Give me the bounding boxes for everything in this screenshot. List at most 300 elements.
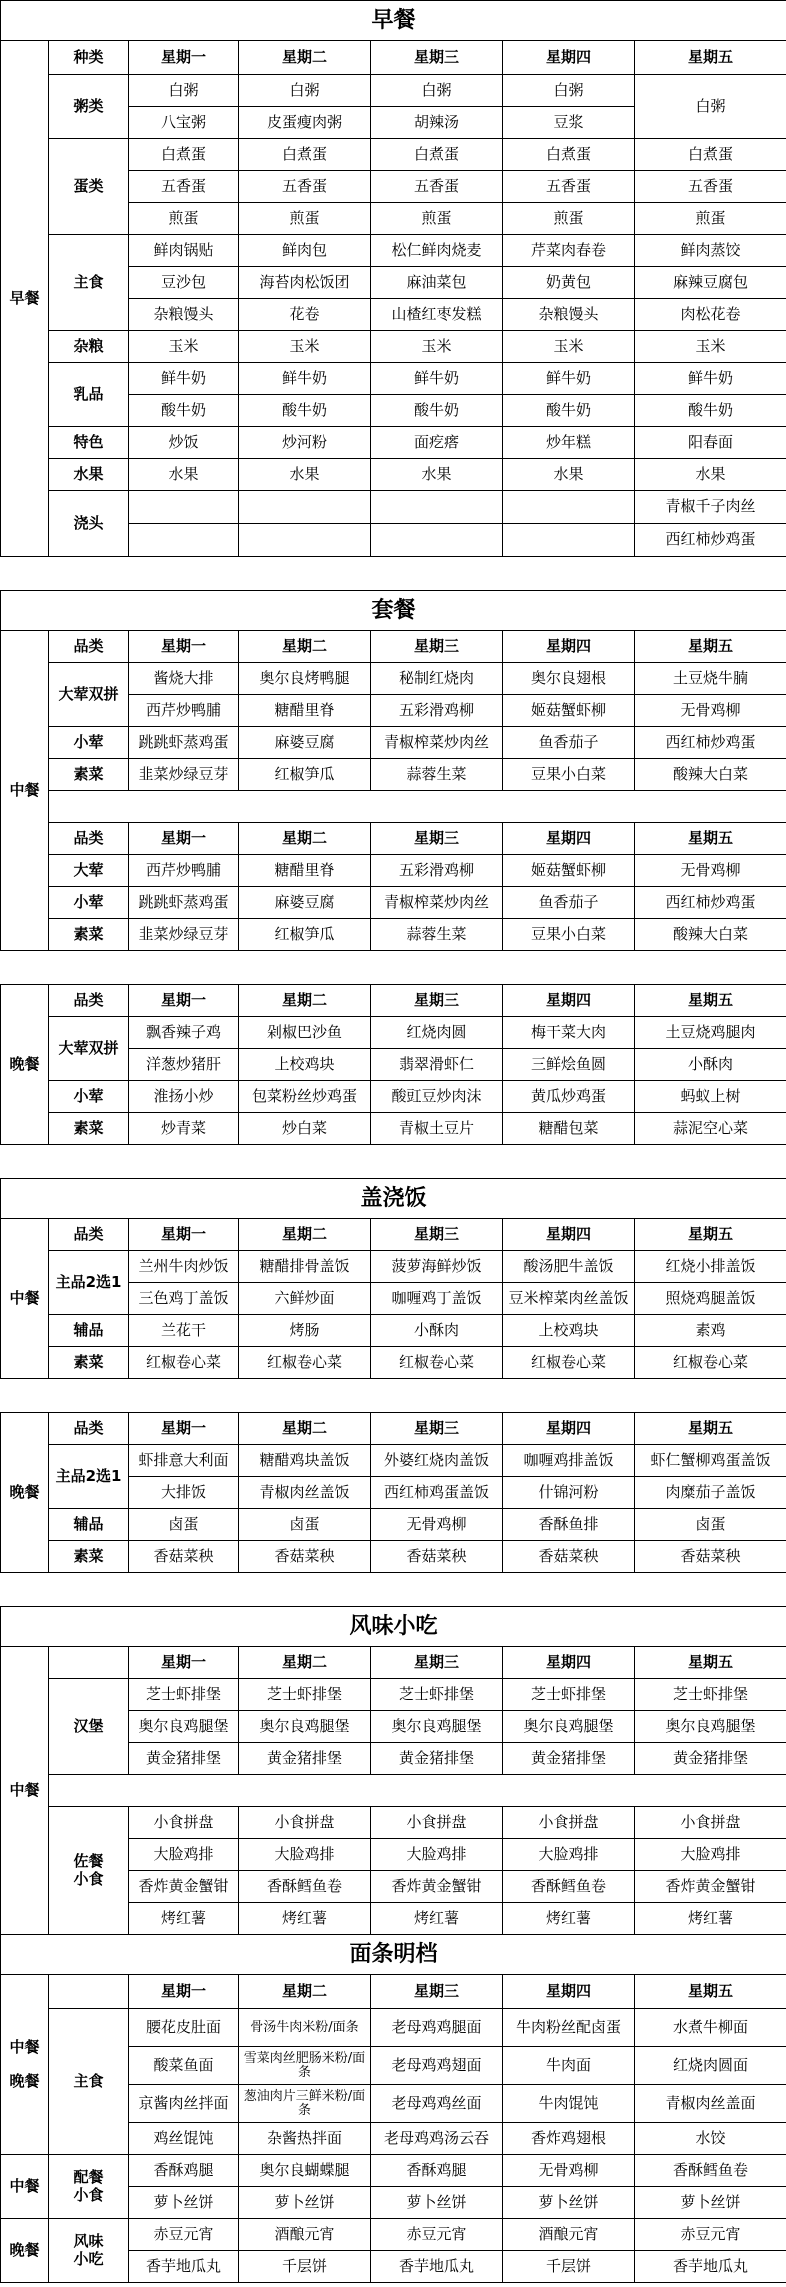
menu-item: 无骨鸡柳 <box>635 855 786 887</box>
menu-item: 酸豇豆炒肉沫 <box>371 1081 503 1113</box>
menu-item <box>239 491 371 524</box>
table-row <box>1 1251 786 1283</box>
menu-item <box>239 524 371 557</box>
menu-item: 外婆红烧肉盖饭 <box>371 1445 503 1477</box>
table-row <box>1 1775 786 1807</box>
menu-item: 大脸鸡排 <box>371 1839 503 1871</box>
category-label: 蛋类 <box>49 139 129 235</box>
menu-item: 白煮蛋 <box>635 139 786 171</box>
menu-item: 煎蛋 <box>635 203 786 235</box>
menu-item: 白粥 <box>371 75 503 107</box>
menu-item: 肉松花卷 <box>635 299 786 331</box>
menu-item: 海苔肉松饭团 <box>239 267 371 299</box>
table-row <box>1 491 786 524</box>
table-row <box>1 591 786 631</box>
menu-item: 千层饼 <box>239 2251 371 2283</box>
menu-item: 豆果小白菜 <box>503 759 635 791</box>
section-title: 面条明档 <box>1 1935 786 1975</box>
menu-item: 小食拼盘 <box>129 1807 239 1839</box>
menu-item: 芝士虾排堡 <box>635 1679 786 1711</box>
header-day: 星期五 <box>635 631 786 663</box>
menu-item: 白煮蛋 <box>129 139 239 171</box>
table-row <box>1 759 786 791</box>
menu-item: 萝卜丝饼 <box>635 2187 786 2219</box>
header-day: 星期二 <box>239 823 371 855</box>
menu-item: 红烧肉圆面 <box>635 2047 786 2085</box>
menu-item: 西红柿炒鸡蛋 <box>635 887 786 919</box>
menu-item: 小食拼盘 <box>503 1807 635 1839</box>
table-row <box>1 2219 786 2251</box>
menu-item: 白粥 <box>129 75 239 107</box>
category-label: 杂粮 <box>49 331 129 363</box>
header-day: 星期五 <box>635 1413 786 1445</box>
table-row <box>1 1807 786 1839</box>
menu-item: 奥尔良鸡腿堡 <box>503 1711 635 1743</box>
table-row <box>1 1573 786 1607</box>
menu-item: 鲜牛奶 <box>371 363 503 395</box>
menu-item: 奥尔良鸡腿堡 <box>371 1711 503 1743</box>
menu-item: 五香蛋 <box>371 171 503 203</box>
menu-item: 煎蛋 <box>239 203 371 235</box>
menu-item: 糖醋里脊 <box>239 855 371 887</box>
header-day: 星期三 <box>371 1975 503 2009</box>
menu-item: 飘香辣子鸡 <box>129 1017 239 1049</box>
menu-item: 土豆烧鸡腿肉 <box>635 1017 786 1049</box>
menu-item: 烤红薯 <box>239 1903 371 1935</box>
menu-item: 豆果小白菜 <box>503 919 635 951</box>
menu-item: 水果 <box>129 459 239 491</box>
header-day: 星期一 <box>129 985 239 1017</box>
menu-item: 韭菜炒绿豆芽 <box>129 759 239 791</box>
menu-item: 杂粮馒头 <box>129 299 239 331</box>
menu-item: 松仁鲜肉烧麦 <box>371 235 503 267</box>
table-row <box>1 1445 786 1477</box>
category-label: 辅品 <box>49 1509 129 1541</box>
menu-item: 鲜牛奶 <box>129 363 239 395</box>
menu-item: 西芹炒鸭脯 <box>129 855 239 887</box>
menu-item: 糖醋排骨盖饭 <box>239 1251 371 1283</box>
menu-item: 香芋地瓜丸 <box>371 2251 503 2283</box>
menu-item: 八宝粥 <box>129 107 239 139</box>
menu-item: 香炸鸡翅根 <box>503 2123 635 2155</box>
menu-item: 鲜牛奶 <box>503 363 635 395</box>
category-label: 主食 <box>49 235 129 331</box>
header-day: 星期三 <box>371 823 503 855</box>
menu-item: 香芋地瓜丸 <box>129 2251 239 2283</box>
category-label: 特色 <box>49 427 129 459</box>
menu-item: 酱烧大排 <box>129 663 239 695</box>
table-row <box>1 823 786 855</box>
menu-item: 酸辣大白菜 <box>635 919 786 951</box>
menu-item: 跳跳虾蒸鸡蛋 <box>129 887 239 919</box>
menu-item: 上校鸡块 <box>503 1315 635 1347</box>
menu-item: 五彩滑鸡柳 <box>371 855 503 887</box>
header-day: 星期三 <box>371 1647 503 1679</box>
menu-item: 水果 <box>239 459 371 491</box>
menu-item: 萝卜丝饼 <box>129 2187 239 2219</box>
menu-item: 香菇菜秧 <box>635 1541 786 1573</box>
menu-item: 葱油肉片三鲜米粉/面条 <box>239 2085 371 2123</box>
header-day: 星期一 <box>129 1219 239 1251</box>
header-day: 星期一 <box>129 823 239 855</box>
spacer-row <box>1 1145 786 1179</box>
menu-item: 炒饭 <box>129 427 239 459</box>
menu-item: 烤红薯 <box>371 1903 503 1935</box>
menu-item: 玉米 <box>371 331 503 363</box>
menu-item: 煎蛋 <box>129 203 239 235</box>
table-row <box>1 1975 786 2009</box>
menu-item: 咖喱鸡排盖饭 <box>503 1445 635 1477</box>
spacer-row <box>1 1573 786 1607</box>
menu-item: 咖喱鸡丁盖饭 <box>371 1283 503 1315</box>
menu-item: 五香蛋 <box>239 171 371 203</box>
table-row <box>1 2155 786 2187</box>
menu-item: 小食拼盘 <box>239 1807 371 1839</box>
header-day: 星期二 <box>239 631 371 663</box>
header-day: 星期三 <box>371 631 503 663</box>
menu-item: 香菇菜秧 <box>371 1541 503 1573</box>
category-label: 主食 <box>49 2009 129 2155</box>
spacer-row <box>1 557 786 591</box>
table-row <box>1 557 786 591</box>
meal-label: 中餐 <box>1 631 49 951</box>
meal-label-dinner: 晚餐 <box>9 2072 40 2091</box>
menu-item: 雪菜肉丝肥肠米粉/面条 <box>239 2047 371 2085</box>
menu-item: 大脸鸡排 <box>239 1839 371 1871</box>
menu-item: 三鲜烩鱼圆 <box>503 1049 635 1081</box>
table-row <box>1 1541 786 1573</box>
header-day: 星期四 <box>503 1647 635 1679</box>
table-row <box>1 1379 786 1413</box>
menu-item: 白煮蛋 <box>239 139 371 171</box>
menu-item: 糖醋里脊 <box>239 695 371 727</box>
header-day: 星期一 <box>129 1413 239 1445</box>
menu-item: 豆沙包 <box>129 267 239 299</box>
menu-item: 红椒卷心菜 <box>239 1347 371 1379</box>
menu-item: 虾排意大利面 <box>129 1445 239 1477</box>
table-row <box>1 1219 786 1251</box>
menu-item: 小食拼盘 <box>371 1807 503 1839</box>
menu-item: 酸牛奶 <box>371 395 503 427</box>
menu-item: 芝士虾排堡 <box>371 1679 503 1711</box>
menu-item: 炒白菜 <box>239 1113 371 1145</box>
menu-item: 黄金猪排堡 <box>503 1743 635 1775</box>
menu-item: 白粥 <box>239 75 371 107</box>
table-row <box>1 1607 786 1647</box>
category-label: 小荤 <box>49 1081 129 1113</box>
section-title: 风味小吃 <box>1 1607 786 1647</box>
header-category: 种类 <box>49 41 129 75</box>
category-label: 风味 小吃 <box>49 2219 129 2283</box>
menu-item: 香芋地瓜丸 <box>635 2251 786 2283</box>
header-day: 星期二 <box>239 985 371 1017</box>
menu-item: 香酥鳕鱼卷 <box>503 1871 635 1903</box>
menu-item <box>503 491 635 524</box>
menu-item: 剁椒巴沙鱼 <box>239 1017 371 1049</box>
category-label: 素菜 <box>49 759 129 791</box>
menu-item: 赤豆元宵 <box>129 2219 239 2251</box>
menu-item: 老母鸡鸡腿面 <box>371 2009 503 2047</box>
menu-item: 老母鸡鸡翅面 <box>371 2047 503 2085</box>
menu-item: 煎蛋 <box>503 203 635 235</box>
menu-item: 蚂蚁上树 <box>635 1081 786 1113</box>
menu-item: 芹菜肉春卷 <box>503 235 635 267</box>
category-label: 乳品 <box>49 363 129 427</box>
menu-item: 红椒卷心菜 <box>371 1347 503 1379</box>
menu-item: 玉米 <box>635 331 786 363</box>
menu-item <box>371 491 503 524</box>
menu-item: 烤红薯 <box>635 1903 786 1935</box>
menu-item: 红烧小排盖饭 <box>635 1251 786 1283</box>
menu-item: 素鸡 <box>635 1315 786 1347</box>
menu-item: 煎蛋 <box>371 203 503 235</box>
header-day: 星期一 <box>129 1975 239 2009</box>
menu-item: 韭菜炒绿豆芽 <box>129 919 239 951</box>
menu-item: 红椒卷心菜 <box>503 1347 635 1379</box>
table-row <box>1 791 786 823</box>
meal-label: 中餐 <box>1 1647 49 1935</box>
menu-item: 蒜蓉生菜 <box>371 759 503 791</box>
table-row <box>1 1315 786 1347</box>
menu-item: 香菇菜秧 <box>239 1541 371 1573</box>
menu-item: 翡翠滑虾仁 <box>371 1049 503 1081</box>
menu-item: 奥尔良鸡腿堡 <box>635 1711 786 1743</box>
meal-label <box>1 1975 49 2155</box>
header-category <box>49 1975 129 2009</box>
menu-item: 西红柿炒鸡蛋 <box>635 727 786 759</box>
menu-item <box>371 524 503 557</box>
menu-item: 玉米 <box>503 331 635 363</box>
menu-item: 红椒卷心菜 <box>129 1347 239 1379</box>
menu-item: 酒酿元宵 <box>503 2219 635 2251</box>
table-row <box>1 41 786 75</box>
menu-item: 烤红薯 <box>503 1903 635 1935</box>
menu-item: 鲜肉包 <box>239 235 371 267</box>
menu-item: 水煮牛柳面 <box>635 2009 786 2047</box>
menu-item: 萝卜丝饼 <box>239 2187 371 2219</box>
menu-item: 西红柿炒鸡蛋 <box>635 524 786 557</box>
category-label: 素菜 <box>49 919 129 951</box>
menu-item: 麻婆豆腐 <box>239 887 371 919</box>
menu-item: 三色鸡丁盖饭 <box>129 1283 239 1315</box>
menu-item: 奥尔良烤鸭腿 <box>239 663 371 695</box>
menu-item: 鲜牛奶 <box>239 363 371 395</box>
menu-item: 阳春面 <box>635 427 786 459</box>
menu-item: 鱼香茄子 <box>503 727 635 759</box>
category-label: 素菜 <box>49 1541 129 1573</box>
category-label: 粥类 <box>49 75 129 139</box>
table-row <box>1 1179 786 1219</box>
menu-item: 五香蛋 <box>503 171 635 203</box>
menu-item: 面疙瘩 <box>371 427 503 459</box>
menu-item: 青椒榨菜炒肉丝 <box>371 727 503 759</box>
menu-item: 香酥鸡腿 <box>371 2155 503 2187</box>
menu-item: 糖醋鸡块盖饭 <box>239 1445 371 1477</box>
menu-item: 青椒肉丝盖面 <box>635 2085 786 2123</box>
menu-item: 腰花皮肚面 <box>129 2009 239 2047</box>
category-label: 水果 <box>49 459 129 491</box>
menu-item: 牛肉面 <box>503 2047 635 2085</box>
menu-item: 酸汤肥牛盖饭 <box>503 1251 635 1283</box>
table-row <box>1 631 786 663</box>
category-label: 佐餐 小食 <box>49 1807 129 1935</box>
menu-item: 麻辣豆腐包 <box>635 267 786 299</box>
menu-item: 香菇菜秧 <box>503 1541 635 1573</box>
menu-item: 奥尔良蝴蝶腿 <box>239 2155 371 2187</box>
menu-item: 青椒土豆片 <box>371 1113 503 1145</box>
menu-item: 芝士虾排堡 <box>503 1679 635 1711</box>
menu-item: 红椒笋瓜 <box>239 919 371 951</box>
header-day: 星期五 <box>635 41 786 75</box>
menu-item <box>129 524 239 557</box>
menu-item: 白粥 <box>635 75 786 139</box>
header-day: 星期五 <box>635 1219 786 1251</box>
menu-item: 酸牛奶 <box>635 395 786 427</box>
header-day: 星期三 <box>371 1413 503 1445</box>
menu-item: 奥尔良鸡腿堡 <box>129 1711 239 1743</box>
header-category: 品类 <box>49 631 129 663</box>
menu-item: 香炸黄金蟹钳 <box>129 1871 239 1903</box>
menu-item: 皮蛋瘦肉粥 <box>239 107 371 139</box>
menu-item: 京酱肉丝拌面 <box>129 2085 239 2123</box>
menu-item: 秘制红烧肉 <box>371 663 503 695</box>
category-label: 小荤 <box>49 727 129 759</box>
menu-item: 香酥鳕鱼卷 <box>635 2155 786 2187</box>
menu-item: 香酥鱼排 <box>503 1509 635 1541</box>
header-day: 星期三 <box>371 985 503 1017</box>
section-title: 早餐 <box>1 1 786 41</box>
menu-item: 什锦河粉 <box>503 1477 635 1509</box>
table-row <box>1 1347 786 1379</box>
menu-item: 红烧肉圆 <box>371 1017 503 1049</box>
menu-item: 牛肉粉丝配卤蛋 <box>503 2009 635 2047</box>
menu-item: 老母鸡鸡汤云吞 <box>371 2123 503 2155</box>
spacer-row <box>1 951 786 985</box>
table-row <box>1 1413 786 1445</box>
section-title: 套餐 <box>1 591 786 631</box>
menu-item: 无骨鸡柳 <box>503 2155 635 2187</box>
menu-item: 五香蛋 <box>635 171 786 203</box>
table-row <box>1 855 786 887</box>
menu-item: 白煮蛋 <box>503 139 635 171</box>
menu-item: 赤豆元宵 <box>371 2219 503 2251</box>
menu-item: 土豆烧牛腩 <box>635 663 786 695</box>
table-row <box>1 1 786 41</box>
menu-item: 水果 <box>503 459 635 491</box>
menu-item: 玉米 <box>239 331 371 363</box>
menu-item: 香酥鸡腿 <box>129 2155 239 2187</box>
menu-item: 蒜蓉生菜 <box>371 919 503 951</box>
table-row <box>1 363 786 395</box>
menu-item: 跳跳虾蒸鸡蛋 <box>129 727 239 759</box>
spacer-cell <box>49 1775 786 1807</box>
menu-item: 酒酿元宵 <box>239 2219 371 2251</box>
menu-item: 鲜肉锅贴 <box>129 235 239 267</box>
menu-item: 卤蛋 <box>129 1509 239 1541</box>
menu-item: 大排饭 <box>129 1477 239 1509</box>
menu-item: 五彩滑鸡柳 <box>371 695 503 727</box>
menu-item: 酸牛奶 <box>239 395 371 427</box>
menu-item: 大脸鸡排 <box>503 1839 635 1871</box>
table-row <box>1 139 786 171</box>
menu-item: 水饺 <box>635 2123 786 2155</box>
menu-item: 奥尔良翅根 <box>503 663 635 695</box>
menu-item: 菠萝海鲜炒饭 <box>371 1251 503 1283</box>
header-category: 品类 <box>49 823 129 855</box>
menu-item: 山楂红枣发糕 <box>371 299 503 331</box>
table-row <box>1 459 786 491</box>
header-day: 星期一 <box>129 631 239 663</box>
menu-item: 淮扬小炒 <box>129 1081 239 1113</box>
table-row <box>1 919 786 951</box>
menu-item: 胡辣汤 <box>371 107 503 139</box>
menu-item: 鲜肉蒸饺 <box>635 235 786 267</box>
table-row <box>1 2009 786 2047</box>
table-row <box>1 1679 786 1711</box>
menu-item: 红椒卷心菜 <box>635 1347 786 1379</box>
table-row <box>1 427 786 459</box>
header-day: 星期一 <box>129 1647 239 1679</box>
category-label: 大荤双拼 <box>49 663 129 727</box>
menu-item: 芝士虾排堡 <box>239 1679 371 1711</box>
menu-item: 黄金猪排堡 <box>129 1743 239 1775</box>
menu-item: 骨汤牛肉米粉/面条 <box>239 2009 371 2047</box>
menu-item: 炒河粉 <box>239 427 371 459</box>
category-label: 素菜 <box>49 1347 129 1379</box>
header-day: 星期四 <box>503 41 635 75</box>
table-row <box>1 1935 786 1975</box>
menu-item: 烤红薯 <box>129 1903 239 1935</box>
table-row <box>1 887 786 919</box>
header-category: 品类 <box>49 985 129 1017</box>
meal-label: 晚餐 <box>1 1413 49 1573</box>
table-row <box>1 75 786 107</box>
menu-item: 卤蛋 <box>635 1509 786 1541</box>
menu-item: 姬菇蟹虾柳 <box>503 855 635 887</box>
menu-item: 麻婆豆腐 <box>239 727 371 759</box>
menu-item: 水果 <box>371 459 503 491</box>
menu-item: 酸菜鱼面 <box>129 2047 239 2085</box>
menu-item: 虾仁蟹柳鸡蛋盖饭 <box>635 1445 786 1477</box>
table-row <box>1 1017 786 1049</box>
header-day: 星期三 <box>371 41 503 75</box>
menu-item: 玉米 <box>129 331 239 363</box>
menu-item: 赤豆元宵 <box>635 2219 786 2251</box>
menu-item: 青椒肉丝盖饭 <box>239 1477 371 1509</box>
category-label: 主品2选1 <box>49 1445 129 1509</box>
menu-item: 青椒榨菜炒肉丝 <box>371 887 503 919</box>
header-day: 星期五 <box>635 985 786 1017</box>
category-label: 汉堡 <box>49 1679 129 1775</box>
table-row <box>1 1145 786 1179</box>
meal-label: 晚餐 <box>1 2219 49 2283</box>
menu-item: 千层饼 <box>503 2251 635 2283</box>
header-day: 星期一 <box>129 41 239 75</box>
menu-item: 白煮蛋 <box>371 139 503 171</box>
menu-item: 豆米榨菜肉丝盖饭 <box>503 1283 635 1315</box>
table-row <box>1 1113 786 1145</box>
menu-item: 香炸黄金蟹钳 <box>371 1871 503 1903</box>
menu-item: 上校鸡块 <box>239 1049 371 1081</box>
menu-item: 麻油菜包 <box>371 267 503 299</box>
menu-item: 鸡丝馄饨 <box>129 2123 239 2155</box>
spacer-row <box>1 1379 786 1413</box>
menu-item: 香炸黄金蟹钳 <box>635 1871 786 1903</box>
category-label: 浇头 <box>49 491 129 557</box>
menu-item: 奶黄包 <box>503 267 635 299</box>
menu-item: 兰花干 <box>129 1315 239 1347</box>
menu-item: 小酥肉 <box>371 1315 503 1347</box>
